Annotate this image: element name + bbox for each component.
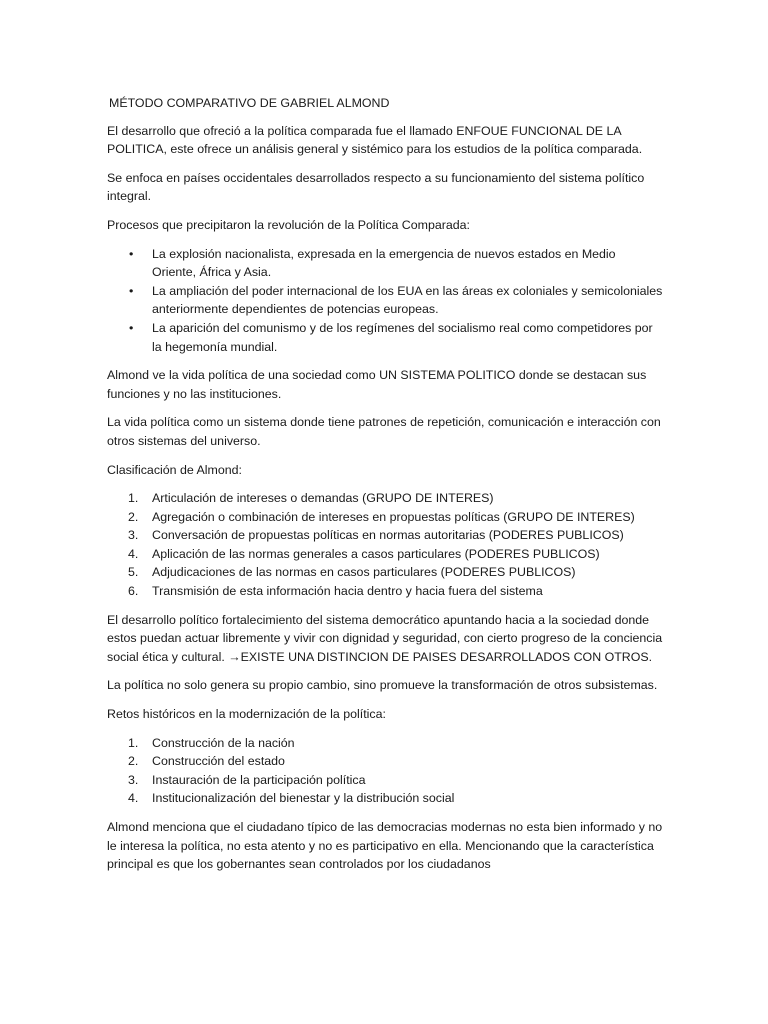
document-title: MÉTODO COMPARATIVO DE GABRIEL ALMOND xyxy=(109,96,390,110)
bullet-marker: • xyxy=(129,283,134,298)
list-text: Articulación de intereses o demandas (GRUPO DE INTERES) xyxy=(152,491,494,506)
list-item xyxy=(107,789,663,808)
bullet-marker: • xyxy=(129,246,134,261)
bullet-text: La ampliación del poder internacional de los EUA en las áreas ex coloniales y semicoloniales anteriormente dependientes de potencias europeas. xyxy=(152,283,663,317)
paragraph-political-development: El desarrollo político fortalecimiento del sistema democrático apuntando hacia a la sociedad donde estos puedan actuar libremente y vivir con dignidad y seguridad, con cierto progreso de la conciencia social ética y cultural. →EXISTE UNA DISTINCION DE PAISES DESARROLLADOS CON OTROS. xyxy=(107,612,663,664)
processes-bullet-list xyxy=(107,245,663,357)
list-item xyxy=(107,582,663,601)
list-number: 5. xyxy=(128,565,139,580)
paragraph-focus: Se enfoca en países occidentales desarrollados respecto a su funcionamiento del sistema político integral. xyxy=(107,170,645,204)
list-item xyxy=(107,489,663,508)
list-text: Institucionalización del bienestar y la distribución social xyxy=(152,791,455,806)
bullet-item xyxy=(107,282,663,319)
list-number: 2. xyxy=(128,509,139,524)
list-number: 1. xyxy=(128,491,139,506)
classification-numbered-list xyxy=(107,489,663,601)
list-number: 3. xyxy=(128,528,139,543)
paragraph-subsystems: La política no solo genera su propio cambio, sino promueve la transformación de otros subsistemas. xyxy=(107,678,658,693)
document-page xyxy=(107,94,663,884)
list-item xyxy=(107,752,663,771)
bullet-marker: • xyxy=(129,320,134,335)
paragraph-intro: El desarrollo que ofreció a la política comparada fue el llamado ENFOUE FUNCIONAL DE LA POLITICA, este ofrece un análisis general y sistémico para los estudios de la política comparada. xyxy=(107,123,643,157)
paragraph-citizen: Almond menciona que el ciudadano típico de las democracias modernas no esta bien informado y no le interesa la política, no esta atento y no es participativo en ella. Mencionando que la característica principal es que los gobernantes sean controlados por los ciudadanos xyxy=(107,820,663,872)
list-text: Aplicación de las normas generales a casos particulares (PODERES PUBLICOS) xyxy=(152,546,600,561)
list-number: 2. xyxy=(128,754,139,769)
list-number: 6. xyxy=(128,584,139,599)
list-text: Transmisión de esta información hacia dentro y hacia fuera del sistema xyxy=(152,584,543,599)
list-item xyxy=(107,508,663,527)
paragraph-challenges-heading: Retos históricos en la modernización de la política: xyxy=(107,707,386,722)
bullet-text: La aparición del comunismo y de los regímenes del socialismo real como competidores por la hegemonía mundial. xyxy=(152,320,653,354)
list-item xyxy=(107,526,663,545)
bullet-item xyxy=(107,245,663,282)
bullet-text: La explosión nacionalista, expresada en la emergencia de nuevos estados en Medio Oriente, África y Asia. xyxy=(152,246,616,280)
list-text: Construcción de la nación xyxy=(152,735,295,750)
paragraph-system-patterns: La vida política como un sistema donde tiene patrones de repetición, comunicación e interacción con otros sistemas del universo. xyxy=(107,415,661,448)
list-item xyxy=(107,545,663,564)
list-item xyxy=(107,563,663,582)
list-number: 3. xyxy=(128,772,139,787)
paragraph-political-system: Almond ve la vida política de una sociedad como UN SISTEMA POLITICO donde se destacan sus funciones y no las instituciones. xyxy=(107,368,647,401)
list-text: Conversación de propuestas políticas en normas autoritarias (PODERES PUBLICOS) xyxy=(152,528,624,543)
list-text: Adjudicaciones de las normas en casos particulares (PODERES PUBLICOS) xyxy=(152,565,576,580)
list-item xyxy=(107,734,663,753)
paragraph-processes-heading: Procesos que precipitaron la revolución de la Política Comparada: xyxy=(107,217,470,232)
bullet-item xyxy=(107,319,663,356)
list-text: Agregación o combinación de intereses en propuestas políticas (GRUPO DE INTERES) xyxy=(152,509,635,524)
list-number: 1. xyxy=(128,735,139,750)
list-number: 4. xyxy=(128,791,139,806)
challenges-numbered-list xyxy=(107,734,663,808)
list-item xyxy=(107,771,663,790)
list-number: 4. xyxy=(128,546,139,561)
list-text: Construcción del estado xyxy=(152,754,285,769)
paragraph-classification-heading: Clasificación de Almond: xyxy=(107,462,242,477)
list-text: Instauración de la participación política xyxy=(152,772,366,787)
